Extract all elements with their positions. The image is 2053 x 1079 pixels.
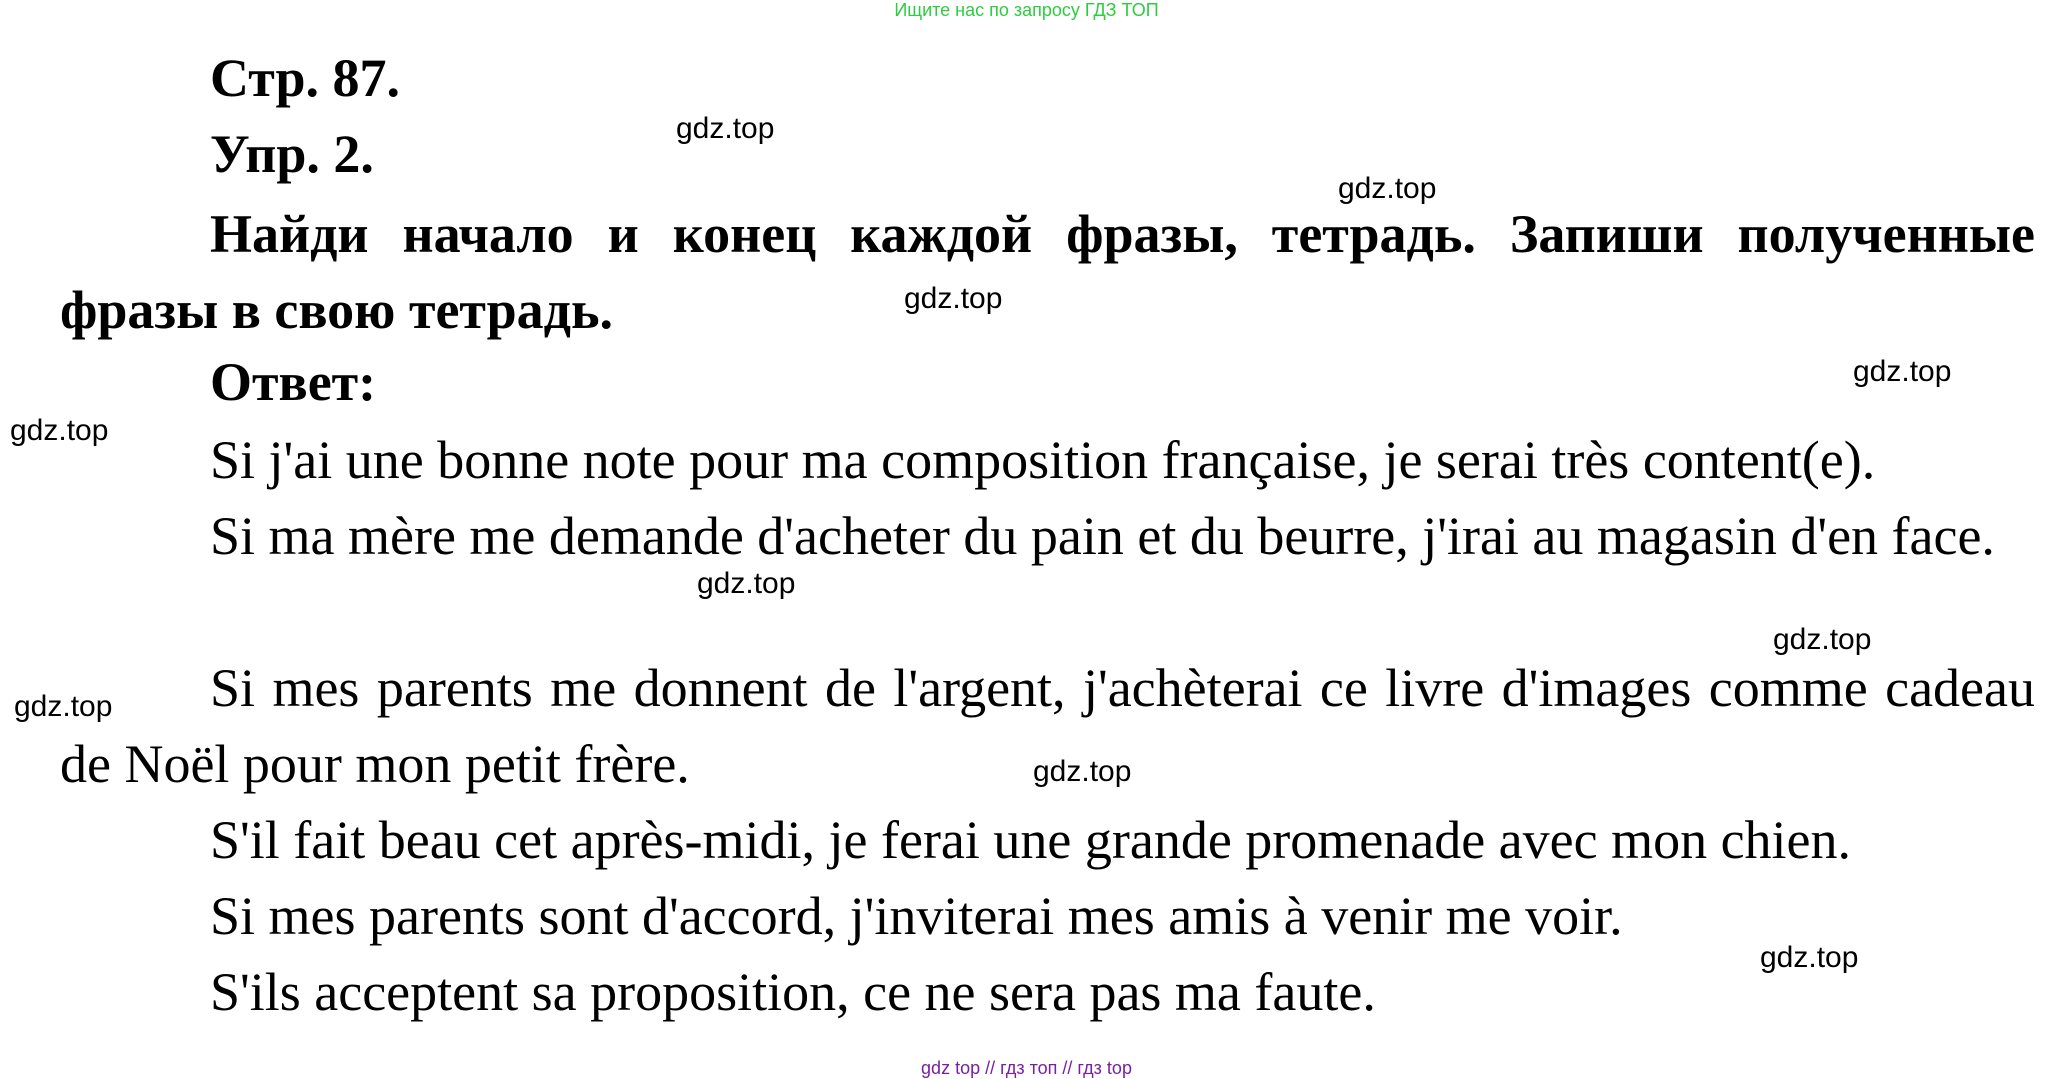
watermark: gdz.top xyxy=(1338,172,1437,205)
task-text: Найди начало и конец каждой фразы, тетрадь. Запиши полученные фразы в свою тетрадь. xyxy=(60,204,2035,340)
answer-line-4: S'il fait beau cet après-midi, je ferai une grande promenade avec mon chien. xyxy=(210,810,1852,870)
answer-label: Ответ: xyxy=(210,352,377,412)
watermark: gdz.top xyxy=(1773,623,1872,656)
watermark: gdz.top xyxy=(904,282,1003,315)
page-reference: Стр. 87. xyxy=(210,48,401,108)
answer-line-5: Si mes parents sont d'accord, j'inviterai mes amis à venir me voir. xyxy=(210,886,1623,946)
footer: gdz top // гдз топ // гдз top xyxy=(921,1058,1132,1078)
answer-line-6: S'ils acceptent sa proposition, ce ne sera pas ma faute. xyxy=(210,962,1376,1022)
answer-line-2: Si ma mère me demande d'acheter du pain et du beurre, j'irai au magasin d'en face. xyxy=(210,506,1995,566)
answer-line-1: Si j'ai une bonne note pour ma composition française, je serai très content(e). xyxy=(210,430,1876,490)
watermark: gdz.top xyxy=(1033,755,1132,788)
watermark: gdz.top xyxy=(14,690,113,723)
watermark: gdz.top xyxy=(1853,355,1952,388)
answer-line-3: Si mes parents me donnent de l'argent, j'achèterai ce livre d'images comme cadeau de Noël pour mon petit frère. xyxy=(60,658,2035,794)
top-banner: Ищите нас по запросу ГДЗ ТОП xyxy=(894,0,1159,20)
watermark: gdz.top xyxy=(676,112,775,145)
watermark: gdz.top xyxy=(10,414,109,447)
watermark: gdz.top xyxy=(697,567,796,600)
exercise-reference: Упр. 2. xyxy=(210,124,374,184)
watermark: gdz.top xyxy=(1760,941,1859,974)
